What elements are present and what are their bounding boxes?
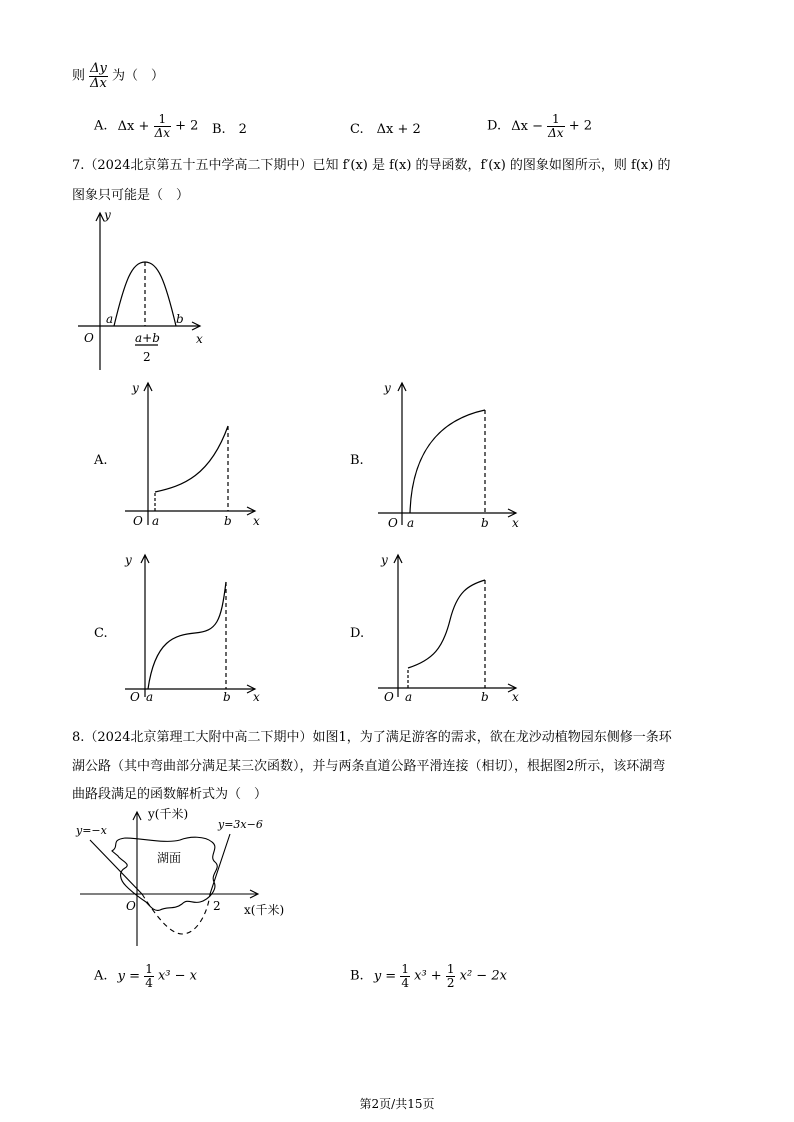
page-footer: 第2页/共15页 <box>359 1097 435 1111</box>
q7-stem-line1: 7.（2024北京第五十五中学高二下期中）已知 f′(x) 是 f(x) 的导函数，f′(x) 的图象如图所示，则 f(x) 的 <box>72 158 671 173</box>
q7-c-label-y: y <box>125 553 132 567</box>
q8-label-lake: 湖面 <box>157 851 182 865</box>
q8-option-b-mid: x³ + <box>414 968 442 984</box>
q8-option-b-label: B. <box>350 968 364 984</box>
q8-stem-line3: 曲路段满足的函数解析式为（ ） <box>72 787 268 802</box>
q7-derivative-figure <box>70 205 220 375</box>
q6-option-d-pre: Δx − <box>511 118 543 134</box>
q6-stem <box>72 62 164 90</box>
q8-option-a-post: x³ − x <box>157 968 198 984</box>
q6-option-c[interactable]: C. Δx + 2 <box>350 122 421 137</box>
q7-c-label-b: b <box>223 690 231 704</box>
q8-option-a[interactable] <box>94 963 197 989</box>
q8-option-b-den2: 2 <box>446 975 455 990</box>
q6-suffix: 为（ ） <box>112 68 165 84</box>
q7-option-b-graph[interactable] <box>378 378 528 528</box>
q7-option-a-label[interactable]: A. <box>94 453 108 468</box>
q7-option-b-label[interactable]: B. <box>350 453 364 468</box>
q7-b-label-x: x <box>512 516 519 530</box>
q7-d-label-y: y <box>381 553 388 567</box>
q7-option-c-label[interactable]: C. <box>94 626 108 641</box>
q8-label-line-right: y=3x−6 <box>218 818 263 831</box>
q8-option-a-den: 4 <box>145 975 153 990</box>
q8-stem-line2: 湖公路（其中弯曲部分满足某三次函数），并与两条直道公路平滑连接（相切），根据图2所示，该环湖弯 <box>72 759 666 774</box>
q7-a-label-origin: O <box>133 514 143 528</box>
q7-a-label-y: y <box>132 381 139 395</box>
q7-label-y: y <box>104 208 111 222</box>
q7-option-c-graph[interactable] <box>125 550 275 704</box>
q7-label-mid-num: a+b <box>135 331 160 345</box>
q7-c-label-x: x <box>253 690 260 704</box>
q6-option-a-post: + 2 <box>175 118 199 134</box>
q8-lake-figure <box>70 806 290 956</box>
q6-frac-den: Δx <box>90 75 107 91</box>
q7-b-label-b: b <box>481 516 489 530</box>
q7-d-label-a: a <box>405 690 413 704</box>
q7-label-a: a <box>106 312 114 326</box>
q7-b-curve <box>410 410 485 513</box>
q8-stem-line1: 8.（2024北京第理工大附中高二下期中）如图1，为了满足游客的需求，欲在龙沙动植物园东侧修一条环 <box>72 730 672 745</box>
q8-label-x: x(千米) <box>244 903 285 917</box>
q6-fraction <box>89 62 108 90</box>
q6-option-d-label: D. <box>487 118 502 134</box>
q7-b-label-y: y <box>384 381 391 395</box>
q7-a-label-x: x <box>253 514 260 528</box>
q6-option-b[interactable]: B. 2 <box>212 122 247 137</box>
q7-d-label-b: b <box>481 690 489 704</box>
q8-option-b-fraction1 <box>400 963 410 989</box>
q8-label-line-left: y=−x <box>76 824 107 837</box>
q8-dashed-cubic <box>142 894 210 934</box>
q6-option-a-num: 1 <box>154 113 171 127</box>
q7-b-label-a: a <box>407 516 415 530</box>
q8-option-b-num1: 1 <box>401 962 409 976</box>
q6-option-d[interactable] <box>487 113 592 139</box>
q8-option-a-num: 1 <box>145 962 153 976</box>
q6-option-a-pre: Δx + <box>117 118 150 134</box>
q8-label-two: 2 <box>213 899 221 913</box>
q7-b-label-origin: O <box>388 516 398 530</box>
q7-option-d-graph[interactable] <box>378 550 528 704</box>
q7-label-origin: O <box>84 331 94 345</box>
q7-d-label-origin: O <box>384 690 394 704</box>
q7-option-a-graph[interactable] <box>125 378 275 528</box>
q8-option-b-post: x² − 2x <box>459 968 507 984</box>
q6-option-d-den: Δx <box>548 125 564 140</box>
q8-option-b-num2: 1 <box>446 962 455 976</box>
q6-option-a-fraction <box>154 113 171 139</box>
q8-label-origin: O <box>126 899 136 913</box>
q7-option-d-label[interactable]: D. <box>350 626 365 641</box>
q8-label-y: y(千米) <box>148 807 189 821</box>
q7-stem-line2: 图象只可能是（ ） <box>72 188 190 203</box>
q8-option-b-pre: y = <box>373 968 397 984</box>
q7-d-label-x: x <box>512 690 519 704</box>
q6-option-d-num: 1 <box>547 113 564 127</box>
q7-label-b: b <box>176 312 184 326</box>
q6-prefix: 则 <box>72 68 86 84</box>
q8-option-a-label: A. <box>94 968 108 984</box>
q7-d-curve <box>408 580 485 668</box>
q6-option-a[interactable] <box>94 113 198 139</box>
q8-option-b[interactable] <box>350 963 507 989</box>
q7-c-curve <box>148 582 226 689</box>
q6-option-d-post: + 2 <box>568 118 592 134</box>
q7-label-mid-den: 2 <box>143 350 151 364</box>
q6-option-d-fraction <box>547 113 564 139</box>
q7-a-curve <box>155 426 228 492</box>
q8-option-b-fraction2 <box>446 963 456 989</box>
q8-option-a-fraction <box>144 963 154 989</box>
q7-a-label-b: b <box>224 514 232 528</box>
q7-label-x: x <box>196 332 203 346</box>
q6-option-a-label: A. <box>94 118 108 134</box>
q7-a-label-a: a <box>152 514 160 528</box>
q6-frac-num: Δy <box>90 61 107 76</box>
q6-option-a-den: Δx <box>154 125 170 140</box>
q7-c-label-origin: O <box>130 690 140 704</box>
q8-option-a-pre: y = <box>117 968 141 984</box>
q8-option-b-den1: 4 <box>401 975 409 990</box>
q8-line-left <box>90 840 142 894</box>
q7-c-label-a: a <box>146 690 154 704</box>
